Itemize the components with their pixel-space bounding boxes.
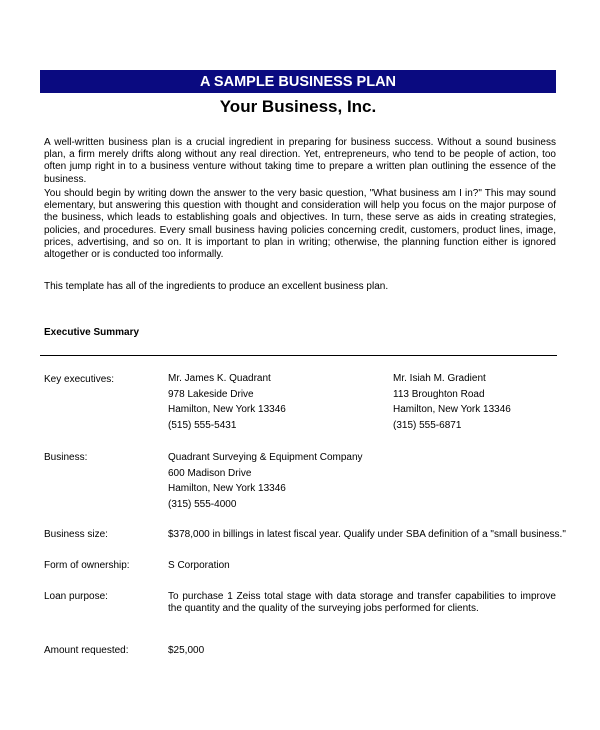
title-banner: A SAMPLE BUSINESS PLAN	[40, 70, 556, 93]
executive-1-street: 978 Lakeside Drive	[168, 388, 254, 400]
executive-1-phone: (515) 555-5431	[168, 419, 237, 431]
executive-1-name: Mr. James K. Quadrant	[168, 373, 271, 384]
executive-2-phone: (315) 555-6871	[393, 419, 462, 431]
label-loan-purpose: Loan purpose:	[44, 591, 108, 602]
loan-purpose-value: To purchase 1 Zeiss total stage with data storage and transfer capabilities to improve the quantity and the quality of the surveying jobs performed for clients.	[168, 591, 556, 615]
executive-2-city: Hamilton, New York 13346	[393, 404, 511, 415]
intro-paragraph-1: A well-written business plan is a crucial ingredient in preparing for business success. Without a sound business plan, a firm merely drifts along without any real direction. Yet, entrepreneurs, who tend to be people of action, too often jump right in to a business venture without taking time to prepare a written plan outlining the essence of the business.	[44, 137, 556, 185]
executive-2-block	[393, 371, 511, 433]
amount-requested-value: $25,000	[168, 645, 205, 656]
section-divider	[40, 355, 557, 356]
executive-1-block	[168, 371, 286, 433]
intro-paragraph-2: You should begin by writing down the answer to the very basic question, "What business am I in?" This may sound elementary, but answering this question with thought and consideration will help you focus on the major purpose of the business, which leads to establishing goals and objectives. In turn, these serve as aids in creating strategies, policies, and procedures. Every small business having policies concerning credit, customers, product lines, image, prices, advertising, and so on. It is important to plan in writing; otherwise, the planning function either is ignored altogether or is conducted too informally.	[44, 188, 556, 261]
business-street: 600 Madison Drive	[168, 467, 252, 479]
label-amount-requested: Amount requested:	[44, 645, 129, 656]
business-size-value: $378,000 in billings in latest fiscal year. Qualify under SBA definition of a "small business."	[168, 529, 566, 540]
intro-paragraph-3: This template has all of the ingredients to produce an excellent business plan.	[44, 281, 389, 292]
executive-2-name: Mr. Isiah M. Gradient	[393, 373, 486, 384]
executive-1-city: Hamilton, New York 13346	[168, 404, 286, 415]
section-title-executive-summary: Executive Summary	[44, 327, 140, 338]
business-name: Quadrant Surveying & Equipment Company	[168, 452, 363, 463]
business-city: Hamilton, New York 13346	[168, 483, 286, 494]
label-key-executives: Key executives:	[44, 374, 115, 385]
label-business: Business:	[44, 452, 88, 463]
label-form-of-ownership: Form of ownership:	[44, 560, 130, 571]
business-block	[168, 450, 363, 512]
company-name: Your Business, Inc.	[219, 97, 377, 116]
business-phone: (315) 555-4000	[168, 498, 237, 510]
label-business-size: Business size:	[44, 529, 108, 540]
ownership-value: S Corporation	[168, 560, 230, 571]
executive-2-street: 113 Broughton Road	[393, 388, 485, 400]
